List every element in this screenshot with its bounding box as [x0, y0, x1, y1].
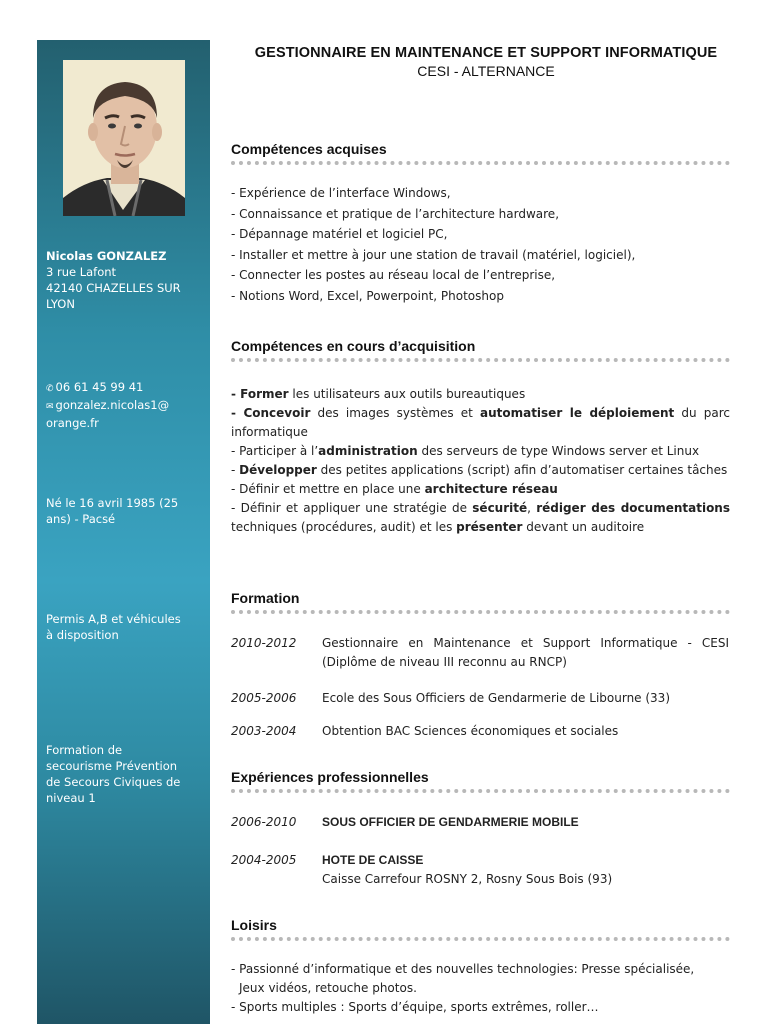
license-block: [46, 611, 206, 643]
phone-email-block: [46, 379, 206, 431]
dotted-divider: [231, 610, 730, 618]
phone-icon: ✆: [46, 384, 54, 394]
list-item: - Connecter les postes au réseau local de l’entreprise,: [231, 268, 556, 282]
email-line-1: gonzalez.nicolas1@: [55, 398, 170, 412]
entry-text: Gestionnaire en Maintenance et Support Informatique - CESI (Diplôme de niveau III reconnu au RNCP): [322, 636, 729, 669]
first-aid-line-4: niveau 1: [46, 791, 96, 805]
list-item: - Former les utilisateurs aux outils bureautiques: [231, 387, 526, 401]
entry-date: 2006-2010: [231, 815, 297, 829]
list-item: - Connaissance et pratique de l’architecture hardware,: [231, 206, 560, 221]
section-title: Compétences acquises: [231, 141, 387, 157]
list-item: - Expérience de l’interface Windows,: [231, 186, 451, 200]
address-line-3: LYON: [46, 297, 75, 311]
list-item: - Passionné d’informatique et des nouvelles technologies: Presse spécialisée,: [231, 962, 695, 976]
mail-icon: ✉: [46, 402, 54, 412]
entry-date: 2010-2012: [231, 636, 297, 650]
portrait-photo: [63, 60, 185, 216]
address-line-2: 42140 CHAZELLES SUR: [46, 281, 181, 295]
cv-header: [231, 45, 741, 79]
entry-text: Ecole des Sous Officiers de Gendarmerie de Libourne (33): [322, 691, 670, 705]
list-item: - Définir et appliquer une stratégie de sécurité, rédiger des documentations techniques (procédures, audit) et les présenter devant un auditoire: [231, 501, 730, 534]
section-learning: [231, 338, 730, 537]
section-title: Formation: [231, 590, 300, 606]
hobbies-list: [231, 960, 730, 1017]
first-aid-line-2: secourisme Prévention: [46, 759, 178, 773]
list-item: - Développer des petites applications (script) afin d’automatiser certaines tâches: [231, 463, 728, 477]
section-experience: [231, 769, 730, 797]
entry-date: 2004-2005: [231, 853, 297, 867]
list-item: - Concevoir des images systèmes et automatiser le déploiement du parc informatique: [231, 406, 731, 439]
section-education: [231, 590, 730, 618]
email-line-2: orange.fr: [46, 416, 99, 430]
address-line-1: 3 rue Lafont: [46, 265, 117, 279]
list-item: - Sports multiples : Sports d’équipe, sports extrêmes, roller…: [231, 1000, 599, 1014]
section-skills: [231, 141, 730, 306]
birth-block: [46, 495, 206, 527]
section-title: Loisirs: [231, 917, 277, 933]
list-item: - Dépannage matériel et logiciel PC,: [231, 227, 448, 241]
first-aid-block: [46, 742, 206, 806]
entry-text: Obtention BAC Sciences économiques et sociales: [322, 724, 619, 738]
entry-date: 2003-2004: [231, 724, 297, 738]
list-item: - Notions Word, Excel, Powerpoint, Photoshop: [231, 288, 504, 303]
dotted-divider: [231, 358, 730, 366]
section-hobbies: [231, 917, 730, 1017]
job-position: HOTE DE CAISSE: [322, 853, 424, 867]
job-detail: Caisse Carrefour ROSNY 2, Rosny Sous Bois (93): [322, 872, 613, 886]
school-name: CESI - ALTERNANCE: [417, 63, 555, 79]
entry-date: 2005-2006: [231, 691, 297, 705]
list-item-continuation: Jeux vidéos, retouche photos.: [239, 981, 417, 995]
job-title: GESTIONNAIRE EN MAINTENANCE ET SUPPORT INFORMATIQUE: [254, 45, 718, 61]
list-item: - Définir et mettre en place une architecture réseau: [231, 482, 558, 496]
job-position: SOUS OFFICIER DE GENDARMERIE MOBILE: [322, 815, 579, 829]
list-item: - Installer et mettre à jour une station de travail (matériel, logiciel),: [231, 247, 636, 262]
list-item: - Participer à l’administration des serveurs de type Windows server et Linux: [231, 444, 700, 458]
section-title: Compétences en cours d’acquisition: [231, 338, 476, 354]
learning-list: [231, 385, 730, 537]
phone-number: 06 61 45 99 41: [55, 380, 144, 394]
dotted-divider: [231, 937, 730, 945]
first-aid-line-3: de Secours Civiques de: [46, 775, 181, 789]
birth-line-1: Né le 16 avril 1985 (25: [46, 496, 179, 510]
dotted-divider: [231, 789, 730, 797]
license-line-1: Permis A,B et véhicules: [46, 612, 181, 626]
sidebar: [37, 40, 210, 1024]
section-title: Expériences professionnelles: [231, 769, 429, 785]
contact-block: [46, 248, 206, 312]
license-line-2: à disposition: [46, 628, 119, 642]
dotted-divider: [231, 161, 730, 169]
skills-list: [231, 183, 730, 306]
candidate-name: Nicolas GONZALEZ: [46, 249, 167, 263]
birth-line-2: ans) - Pacsé: [46, 512, 116, 526]
first-aid-line-1: Formation de: [46, 743, 123, 757]
